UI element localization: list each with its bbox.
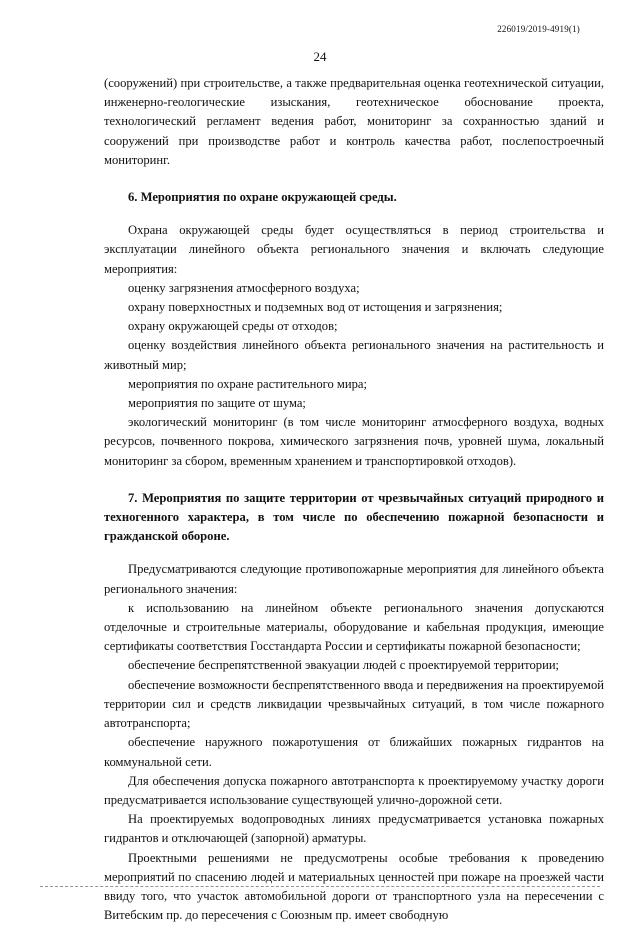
section-7-item: обеспечение беспрепятственной эвакуации людей с проектируемой территории; (128, 658, 560, 673)
section-6-item: оценку загрязнения атмосферного воздуха; (128, 280, 360, 295)
section-7-heading: 7. Мероприятия по защите территории от чрезвычайных ситуаций природного и техногенного характера, в том числе по обеспечению пожарной безопасности и гражданской обороне. (104, 490, 604, 544)
section-6-lead: Охрана окружающей среды будет осуществляться в период строительства и эксплуатации линейного объекта регионального значения и включать следующие мероприятия: (104, 223, 604, 276)
spacer (104, 170, 604, 188)
section-7-item: обеспечение наружного пожаротушения от ближайших пожарных гидрантов на коммунальной сети. (104, 735, 604, 769)
section-7-lead: Предусматриваются следующие противопожарные мероприятия для линейного объекта регионального значения: (104, 562, 604, 596)
spacer (104, 471, 604, 489)
section-6-heading: 6. Мероприятия по охране окружающей среды. (128, 190, 397, 205)
spacer (104, 546, 604, 560)
section-6-item: экологический мониторинг (в том числе мониторинг атмосферного воздуха, водных ресурсов, почвенного покрова, химического загрязнения почв, уровней шума, локальный мониторинг за сбором, временным хранением и транспортировкой отходов). (104, 415, 604, 468)
section-6-item: охрану окружающей среды от отходов; (128, 319, 338, 334)
hydrants-paragraph: На проектируемых водопроводных линиях предусматривается установка пожарных гидрантов и отключающей (запорной) арматуры. (104, 812, 604, 846)
section-6-item: мероприятия по охране растительного мира; (128, 376, 368, 391)
document-body (104, 74, 604, 925)
section-6-item: оценку воздействия линейного объекта регионального значения на растительность и животный мир; (104, 338, 604, 372)
rescue-requirements-paragraph: Проектными решениями не предусмотрены особые требования к проведению мероприятий по спасению людей и материальных ценностей при пожаре на проезжей части ввиду того, что участок автомобильной дороги от транспортного узла на пересечении с Витебским пр. до пересечения с Союзным пр. имеет свободную (104, 850, 604, 923)
spacer (104, 207, 604, 221)
intro-paragraph: (сооружений) при строительстве, а также предварительная оценка геотехнической ситуации, инженерно-геологические изыскания, геотехническое обоснование проекта, технологический регламент ведения работ, мониторинг за сохранностью зданий и сооружений при производстве работ и контроль качества работ, послепостроечный мониторинг. (104, 76, 604, 167)
page-number: 24 (313, 49, 327, 64)
section-7-item: обеспечение возможности беспрепятственного ввода и передвижения на проектируемой территории сил и средств ликвидации чрезвычайных ситуаций, в том числе пожарного автотранспорта; (104, 677, 604, 731)
section-7-item: к использованию на линейном объекте регионального значения допускаются отделочные и строительные материалы, оборудование и кабельная продукция, имеющие сертификаты соответствия Госстандарта России и сертификаты пожарной безопасности; (104, 600, 604, 654)
fire-vehicle-access-paragraph: Для обеспечения допуска пожарного автотранспорта к проектируемому участку дороги предусматривается использование существующей улично-дорожной сети. (104, 773, 604, 807)
scan-footer-line (40, 886, 600, 889)
section-6-item: мероприятия по защите от шума; (128, 396, 306, 411)
document-registration-code: 226019/2019-4919(1) (497, 24, 580, 34)
section-6-item: охрану поверхностных и подземных вод от истощения и загрязнения; (128, 300, 503, 315)
